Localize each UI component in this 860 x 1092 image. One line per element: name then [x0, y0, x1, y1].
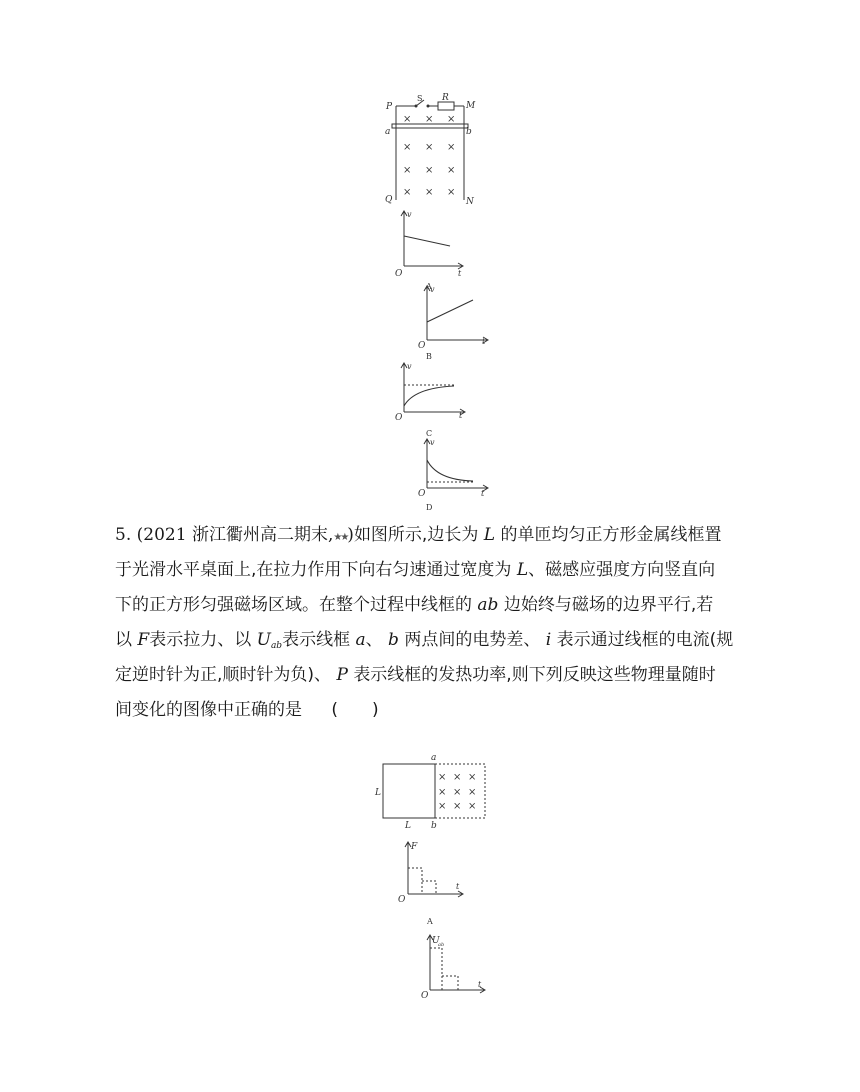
- origin-label: O: [418, 341, 426, 351]
- field-mark: ×: [438, 801, 447, 812]
- label-l-bottom: L: [405, 821, 411, 831]
- field-mark: ×: [425, 187, 434, 198]
- variable-i: i: [545, 630, 552, 650]
- field-mark: ×: [438, 772, 447, 783]
- option-letter: A: [426, 282, 432, 291]
- question-line: 5. (2021 浙江衢州高二期末,★★)如图所示,边长为 L 的单匝均匀正方形金属线框置: [115, 525, 722, 545]
- field-mark: ×: [453, 801, 462, 812]
- field-mark: ×: [403, 165, 412, 176]
- variable-b: b: [388, 630, 399, 650]
- axis-label-v: v: [407, 362, 412, 371]
- field-mark: ×: [468, 801, 477, 812]
- option-letter: D: [426, 503, 433, 512]
- field-mark: ×: [438, 787, 447, 798]
- axis-label-t: t: [478, 980, 482, 989]
- axis-label-t: t: [482, 337, 486, 346]
- field-mark: ×: [447, 187, 456, 198]
- axis-label-v: v: [430, 285, 435, 294]
- question-5: [115, 518, 755, 728]
- variable-l: L: [483, 525, 496, 545]
- question-line: 定逆时针为正,顺时针为负)、 P 表示线框的发热功率,则下列反映这些物理量随时: [115, 665, 716, 685]
- graph-option-b: [415, 282, 495, 362]
- graph-f-t: [392, 838, 472, 928]
- axis-label-f: F: [411, 842, 418, 852]
- origin-label: O: [418, 489, 426, 499]
- label-a: a: [385, 127, 391, 137]
- label-n: N: [466, 197, 474, 207]
- origin-label: O: [398, 895, 406, 905]
- axis-label-t: t: [456, 882, 460, 891]
- axis-label-v: v: [430, 438, 435, 447]
- question-line: 以 F表示拉力、以 $U_{ab}$表示线框 a、 b 两点间的电势差、 i 表示通过线框的电流(规: [115, 630, 734, 651]
- field-mark: ×: [403, 187, 412, 198]
- question-line: 下的正方形匀强磁场区域。在整个过程中线框的 ab 边始终与磁场的边界平行,若: [115, 595, 714, 615]
- label-s: S: [417, 94, 423, 103]
- field-mark: ×: [425, 114, 434, 125]
- field-mark: ×: [447, 142, 456, 153]
- graph-option-a: [392, 206, 470, 292]
- question-line: 间变化的图像中正确的是 ( ): [115, 700, 379, 720]
- magnetic-field-marks: [438, 772, 476, 812]
- axis-label-v: v: [407, 210, 412, 219]
- label-m: M: [466, 101, 476, 111]
- axis-label-t: t: [458, 269, 462, 278]
- magnetic-field-marks: [403, 114, 455, 198]
- question-line: 于光滑水平桌面上,在拉力作用下向右匀速通过宽度为 L、磁感应强度方向竖直向: [115, 560, 716, 580]
- label-q: Q: [385, 195, 393, 205]
- label-a: a: [431, 753, 437, 763]
- question-number: 5.: [115, 525, 132, 545]
- variable-p: P: [336, 665, 348, 685]
- option-letter: B: [426, 352, 432, 361]
- origin-label: O: [395, 413, 403, 423]
- field-mark: ×: [453, 787, 462, 798]
- label-r: R: [442, 93, 449, 103]
- field-mark: ×: [468, 772, 477, 783]
- axis-label-u-sub: ab: [438, 942, 445, 948]
- label-l-left: L: [375, 788, 381, 798]
- origin-label: O: [421, 991, 429, 1001]
- graph-option-c: [392, 358, 472, 440]
- variable-u: U: [256, 630, 271, 650]
- variable-ab: ab: [477, 595, 499, 615]
- label-b: b: [431, 821, 437, 831]
- variable-f: F: [137, 630, 150, 650]
- axis-label-t: t: [459, 411, 463, 420]
- field-mark: ×: [468, 787, 477, 798]
- option-letter: C: [426, 429, 433, 438]
- difficulty-stars: ★★: [333, 532, 348, 543]
- field-mark: ×: [425, 142, 434, 153]
- variable-l: L: [516, 560, 529, 580]
- option-letter: A: [427, 917, 433, 926]
- axis-label-t: t: [481, 489, 485, 498]
- field-mark: ×: [425, 165, 434, 176]
- label-b: b: [466, 127, 472, 137]
- circuit-figure: [380, 92, 480, 208]
- field-mark: ×: [403, 114, 412, 125]
- axis-label-u: U: [432, 936, 440, 946]
- field-mark: ×: [447, 114, 456, 125]
- square-frame-figure: [368, 750, 498, 834]
- variable-a: a: [355, 630, 366, 650]
- origin-label: O: [395, 269, 403, 279]
- graph-uab-t: [418, 930, 490, 1002]
- field-mark: ×: [403, 142, 412, 153]
- graph-option-d: [415, 434, 493, 514]
- field-mark: ×: [453, 772, 462, 783]
- answer-blank: ( ): [331, 700, 379, 720]
- label-p: P: [386, 102, 393, 112]
- question-source: (2021 浙江衢州高二期末,: [136, 525, 334, 545]
- field-mark: ×: [447, 165, 456, 176]
